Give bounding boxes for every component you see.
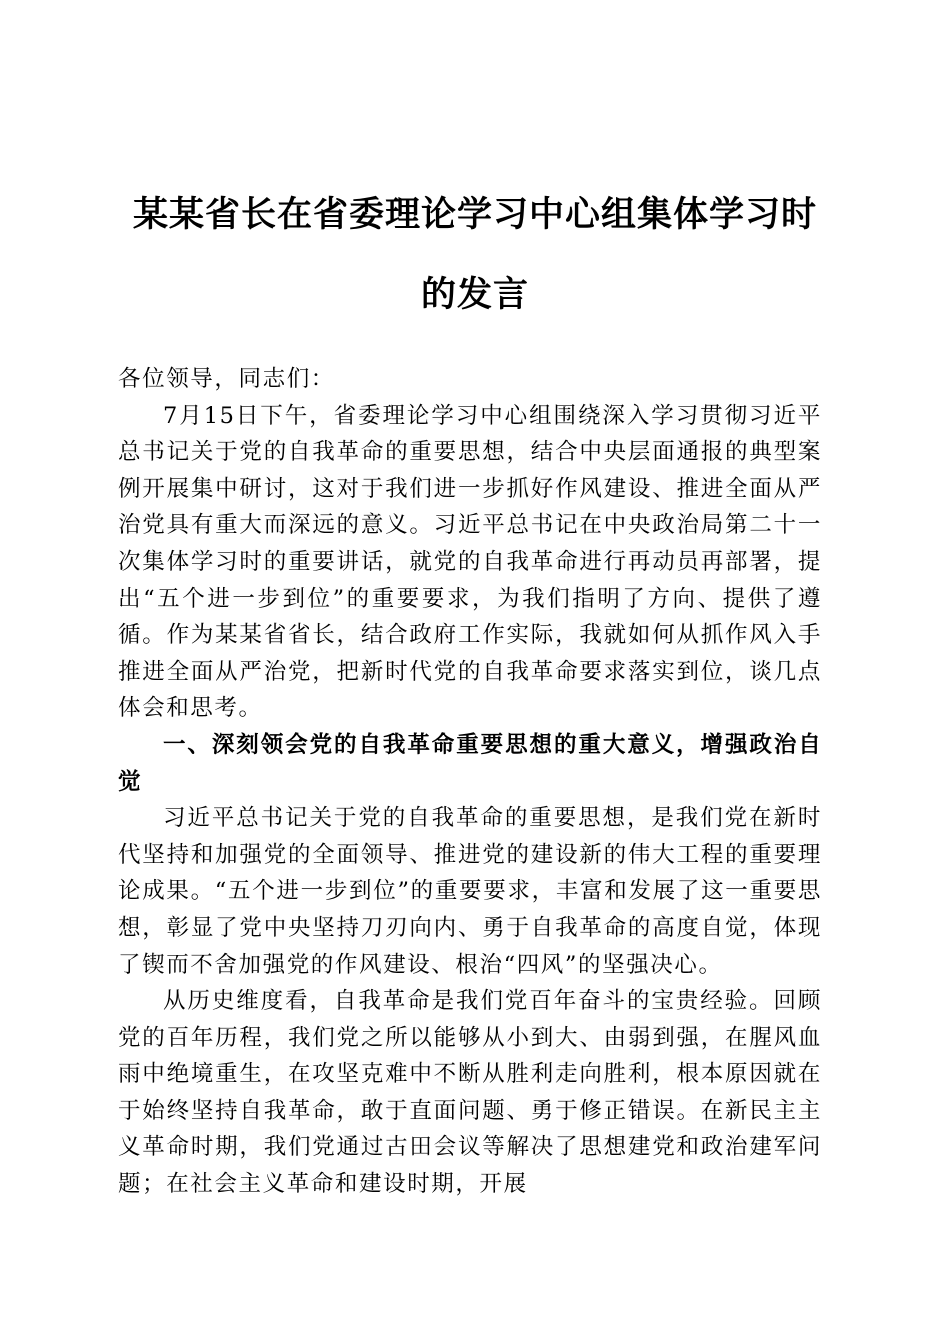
section-heading: 一、深刻领会党的自我革命重要思想的重大意义，增强政治自觉	[118, 731, 822, 795]
document-title: 某某省长在省委理论学习中心组集体学习时的发言	[132, 194, 817, 315]
intro-paragraph: 7月15日下午，省委理论学习中心组围绕深入学习贯彻习近平总书记关于党的自我革命的重要思想，结合中央层面通报的典型案例开展集中研讨，这对于我们进一步抓好作风建设、推进全面从严治党具有重大而深远的意义。习近平总书记在中央政治局第二十一次集体学习时的重要讲话，就党的自我革命进行再动员再部署，提出“五个进一步到位”的重要要求，为我们指明了方向、提供了遵循。作为某某省省长，结合政府工作实际，我就如何从抓作风入手推进全面从严治党，把新时代党的自我革命要求落实到位，谈几点体会和思考。	[118, 402, 822, 722]
section-paragraph-2: 从历史维度看，自我革命是我们党百年奋斗的宝贵经验。回顾党的百年历程，我们党之所以能够从小到大、由弱到强，在腥风血雨中绝境重生，在攻坚克难中不断从胜利走向胜利，根本原因就在于始终坚持自我革命，敢于直面问题、勇于修正错误。在新民主主义革命时期，我们党通过古田会议等解决了思想建党和政治建军问题；在社会主义革命和建设时期，开展	[118, 988, 822, 1198]
section-paragraph-1: 习近平总书记关于党的自我革命的重要思想，是我们党在新时代坚持和加强党的全面领导、推进党的建设新的伟大工程的重要理论成果。“五个进一步到位”的重要要求，丰富和发展了这一重要思想，彰显了党中央坚持刀刃向内、勇于自我革命的高度自觉，体现了锲而不舍加强党的作风建设、根治“四风”的坚强决心。	[118, 805, 822, 978]
salutation: 各位领导，同志们：	[118, 366, 335, 392]
document-body	[118, 361, 822, 1203]
